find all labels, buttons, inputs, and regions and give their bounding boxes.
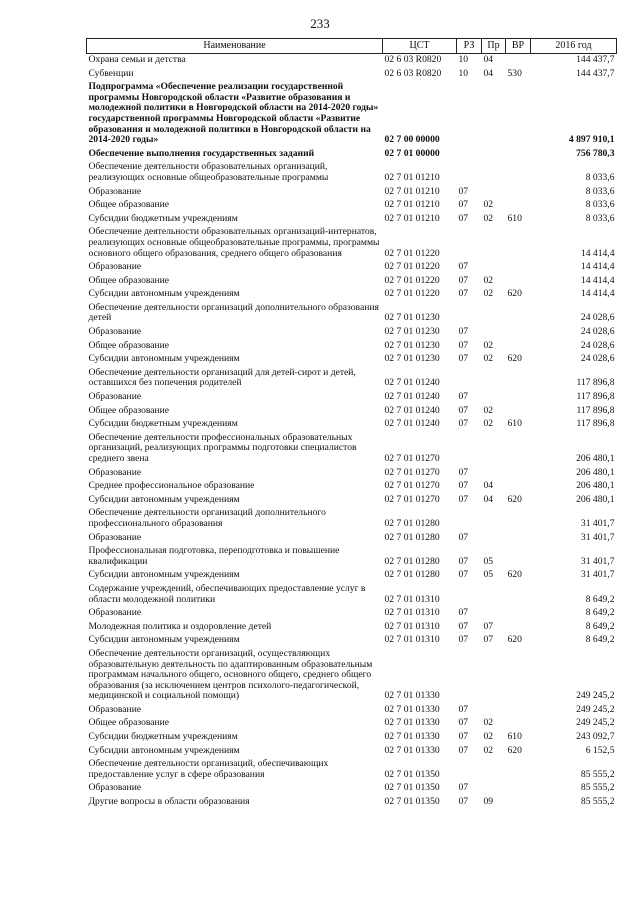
name-cell: Обеспечение деятельности организаций дополнительного образования детей [88,301,379,324]
pr-cell [482,391,506,405]
table-row [87,432,617,467]
vr-cell: 620 [507,353,522,365]
vr-cell [506,367,531,391]
cst-cell: 02 7 00 00000 [384,134,440,146]
sum-cell: 31 401,7 [580,531,615,543]
name-cell: Обеспечение деятельности организаций дополнительного профессионального образования [88,507,326,529]
rz-cell: 07 [458,199,469,211]
cst-cell: 02 7 01 01230 [384,339,440,351]
sum-cell: 24 028,6 [580,326,615,338]
vr-cell [506,405,531,419]
cst-cell: 02 7 01 01350 [384,768,440,780]
rz-cell: 07 [458,339,469,351]
table-row [87,68,617,82]
sum-cell: 249 245,2 [576,703,615,715]
rz-cell: 07 [458,480,469,492]
table-row [87,302,617,326]
cst-cell: 02 6 03 R0820 [384,67,442,79]
name-cell: Субсидии автономным учреждениям [88,353,240,365]
sum-cell: 14 414,4 [580,274,615,286]
rz-cell: 07 [458,744,469,756]
name-cell: Профессиональная подготовка, переподготовка и повышение квалификации [88,545,340,567]
rz-cell: 07 [458,703,469,715]
vr-cell [506,796,531,810]
vr-cell: 620 [507,744,522,756]
header-pr: Пр [482,39,506,54]
name-cell: Образование [88,466,142,478]
table-row [87,532,617,546]
header-row [87,39,617,54]
sum-cell: 14 414,4 [580,247,615,259]
pr-cell [482,758,506,782]
name-cell: Обеспечение деятельности профессиональных образовательных организаций, реализующих программы подготовки специалистов среднего звена [88,431,357,464]
cst-cell: 02 7 01 01220 [384,261,440,273]
name-cell: Среднее профессиональное образование [88,480,255,492]
rz-cell [457,161,482,185]
vr-cell [506,161,531,185]
cst-cell: 02 7 01 01240 [384,418,440,430]
sum-cell: 14 414,4 [580,288,615,300]
pr-cell: 02 [483,418,494,430]
name-cell: Содержание учреждений, обеспечивающих предоставление услуг в области молодежной политики [88,582,366,605]
cst-cell: 02 7 01 01230 [384,353,440,365]
rz-cell [457,648,482,704]
pr-cell: 02 [483,212,494,224]
rz-cell [457,367,482,391]
table-row [87,467,617,481]
name-cell: Образование [88,531,142,543]
cst-cell: 02 7 01 01310 [384,620,440,632]
pr-cell: 02 [483,288,494,300]
name-cell: Субсидии автономным учреждениям [88,634,240,646]
rz-cell [457,148,482,162]
vr-cell: 620 [507,493,522,505]
sum-cell: 249 245,2 [576,717,615,729]
pr-cell [482,161,506,185]
name-cell: Образование [88,185,142,197]
name-cell: Образование [88,607,142,619]
rz-cell: 07 [458,404,469,416]
rz-cell: 07 [458,531,469,543]
pr-cell: 09 [483,796,494,808]
vr-cell [506,507,531,531]
rz-cell: 07 [458,731,469,743]
pr-cell [482,532,506,546]
name-cell: Общее образование [88,404,170,416]
sum-cell: 85 555,2 [580,782,615,794]
table-row [87,634,617,648]
sum-cell: 8 649,2 [585,634,615,646]
table-row [87,494,617,508]
name-cell: Образование [88,261,142,273]
rz-cell: 07 [458,466,469,478]
rz-cell: 10 [458,67,469,79]
rz-cell [457,758,482,782]
table-row [87,161,617,185]
pr-cell: 04 [483,493,494,505]
table-body [87,54,617,810]
sum-cell: 144 437,7 [576,54,615,65]
cst-cell: 02 7 01 01210 [384,212,440,224]
vr-cell [506,261,531,275]
table-row [87,81,617,148]
table-row [87,704,617,718]
name-cell: Субсидии бюджетным учреждениям [88,418,238,430]
sum-cell: 4 897 910,1 [568,134,615,146]
table-row [87,288,617,302]
vr-cell: 610 [507,418,522,430]
table-row [87,261,617,275]
name-cell: Образование [88,326,142,338]
name-cell: Образование [88,782,142,794]
pr-cell: 04 [483,67,494,79]
pr-cell [482,226,506,261]
header-rz: РЗ [457,39,482,54]
rz-cell: 07 [458,185,469,197]
name-cell: Образование [88,391,142,403]
pr-cell [482,467,506,481]
cst-cell: 02 7 01 01350 [384,782,440,794]
cst-cell: 02 7 01 01330 [384,703,440,715]
sum-cell: 117 896,8 [576,404,615,416]
name-cell: Субсидии автономным учреждениям [88,288,240,300]
name-cell: Обеспечение деятельности организаций, обеспечивающих предоставление услуг в сфере образования [88,758,329,780]
vr-cell: 610 [507,212,522,224]
rz-cell [457,507,482,531]
name-cell: Общее образование [88,199,170,211]
pr-cell [482,326,506,340]
table-row [87,621,617,635]
sum-cell: 206 480,1 [576,453,615,464]
name-cell: Субсидии автономным учреждениям [88,744,240,756]
pr-cell: 02 [483,717,494,729]
header-cst: ЦСТ [383,39,457,54]
cst-cell: 02 7 01 01270 [384,453,440,464]
rz-cell: 07 [458,607,469,619]
sum-cell: 24 028,6 [580,353,615,365]
cst-cell: 02 7 01 01210 [384,199,440,211]
table-row [87,782,617,796]
cst-cell: 02 7 01 01270 [384,480,440,492]
cst-cell: 02 7 01 01230 [384,312,440,324]
table-row [87,569,617,583]
vr-cell: 530 [507,67,522,79]
name-cell: Общее образование [88,339,170,351]
table-row [87,796,617,810]
rz-cell: 10 [458,54,469,65]
pr-cell [482,607,506,621]
cst-cell: 02 6 03 R0820 [384,54,442,65]
vr-cell [506,148,531,162]
vr-cell [506,391,531,405]
sum-cell: 144 437,7 [576,67,615,79]
rz-cell: 07 [458,391,469,403]
vr-cell [506,302,531,326]
cst-cell: 02 7 01 01330 [384,744,440,756]
table-row [87,199,617,213]
cst-cell: 02 7 01 01310 [384,607,440,619]
rz-cell [457,432,482,467]
table-header [87,39,617,54]
pr-cell: 02 [483,353,494,365]
vr-cell [506,621,531,635]
pr-cell: 05 [483,569,494,581]
rz-cell: 07 [458,717,469,729]
name-cell: Обеспечение выполнения государственных заданий [88,147,315,159]
sum-cell: 8 033,6 [585,212,615,224]
pr-cell: 07 [483,620,494,632]
vr-cell [506,583,531,607]
cst-cell: 02 7 01 01210 [384,185,440,197]
pr-cell [482,302,506,326]
pr-cell: 02 [483,744,494,756]
cst-cell: 02 7 01 01220 [384,274,440,286]
rz-cell: 07 [458,634,469,646]
table-row [87,367,617,391]
cst-cell: 02 7 01 01270 [384,466,440,478]
cst-cell: 02 7 01 01310 [384,593,440,605]
pr-cell [482,261,506,275]
name-cell: Общее образование [88,274,170,286]
cst-cell: 02 7 01 01330 [384,690,440,702]
rz-cell [457,302,482,326]
pr-cell: 02 [483,404,494,416]
sum-cell: 206 480,1 [576,466,615,478]
sum-cell: 31 401,7 [580,555,615,567]
vr-cell [506,545,531,569]
pr-cell [482,507,506,531]
vr-cell [506,340,531,354]
pr-cell [482,186,506,200]
table-row [87,405,617,419]
cst-cell: 02 7 01 01220 [384,247,440,259]
table-row [87,418,617,432]
name-cell: Образование [88,703,142,715]
rz-cell: 07 [458,620,469,632]
table-row [87,480,617,494]
vr-cell [506,758,531,782]
rz-cell: 07 [458,261,469,273]
vr-cell: 620 [507,288,522,300]
sum-cell: 85 555,2 [580,796,615,808]
table-row [87,391,617,405]
cst-cell: 02 7 01 01240 [384,404,440,416]
pr-cell [482,704,506,718]
sum-cell: 8 649,2 [585,607,615,619]
cst-cell: 02 7 01 01240 [384,391,440,403]
page-number: 233 [310,16,330,31]
table-row [87,326,617,340]
sum-cell: 117 896,8 [576,391,615,403]
table-row [87,545,617,569]
sum-cell: 24 028,6 [580,312,615,324]
vr-cell [506,717,531,731]
sum-cell: 249 245,2 [576,690,615,702]
rz-cell: 07 [458,353,469,365]
vr-cell [506,607,531,621]
header-sum: 2016 год [531,39,617,54]
sum-cell: 8 033,6 [585,199,615,211]
cst-cell: 02 7 01 01280 [384,517,440,529]
sum-cell: 31 401,7 [580,569,615,581]
pr-cell: 07 [483,634,494,646]
name-cell: Общее образование [88,717,170,729]
name-cell: Субсидии бюджетным учреждениям [88,212,238,224]
pr-cell [482,583,506,607]
table-row [87,213,617,227]
cst-cell: 02 7 01 01270 [384,493,440,505]
vr-cell [506,275,531,289]
vr-cell [506,81,531,148]
rz-cell: 07 [458,418,469,430]
table-row [87,758,617,782]
rz-cell: 07 [458,555,469,567]
sum-cell: 8 649,2 [585,620,615,632]
pr-cell [482,432,506,467]
table-row [87,148,617,162]
sum-cell: 206 480,1 [576,480,615,492]
cst-cell: 02 7 01 01220 [384,288,440,300]
cst-cell: 02 7 01 01240 [384,377,440,389]
rz-cell [457,81,482,148]
table-row [87,54,617,68]
rz-cell: 07 [458,212,469,224]
cst-cell: 02 7 01 01280 [384,531,440,543]
name-cell: Обеспечение деятельности образовательных организаций-интернатов, реализующих основные общеобразовательные программы, программы основного общего образования, среднего общего образования [88,226,380,259]
cst-cell: 02 7 01 01350 [384,796,440,808]
vr-cell [506,648,531,704]
sum-cell: 31 401,7 [580,517,615,529]
sum-cell: 6 152,5 [585,744,615,756]
table-row [87,607,617,621]
name-cell: Другие вопросы в области образования [88,796,250,808]
pr-cell [482,81,506,148]
sum-cell: 243 092,7 [576,731,615,743]
sum-cell: 117 896,8 [576,418,615,430]
rz-cell: 07 [458,796,469,808]
table-row [87,717,617,731]
rz-cell: 07 [458,274,469,286]
vr-cell [506,432,531,467]
cst-cell: 02 7 01 01280 [384,569,440,581]
vr-cell [506,54,531,68]
vr-cell: 620 [507,569,522,581]
vr-cell [506,199,531,213]
header-name: Наименование [87,39,383,54]
vr-cell [506,532,531,546]
table-row [87,745,617,759]
pr-cell: 05 [483,555,494,567]
sum-cell: 8 033,6 [585,185,615,197]
table-row [87,507,617,531]
pr-cell: 02 [483,274,494,286]
vr-cell [506,782,531,796]
table-row [87,340,617,354]
vr-cell [506,467,531,481]
vr-cell: 610 [507,731,522,743]
pr-cell [482,148,506,162]
table-row [87,275,617,289]
pr-cell [482,782,506,796]
name-cell: Обеспечение деятельности организаций, осуществляющих образовательную деятельность по адаптированным образовательным программам начального общего, основного общего, среднего общего образования (за исключением центров психолого-педагогической, медицинской и социальной помощи) [88,647,373,702]
cst-cell: 02 7 01 01230 [384,326,440,338]
cst-cell: 02 7 01 01280 [384,555,440,567]
sum-cell: 756 780,3 [576,147,615,159]
sum-cell: 24 028,6 [580,339,615,351]
sum-cell: 8 033,6 [585,171,615,183]
cst-cell: 02 7 01 01330 [384,717,440,729]
pr-cell: 02 [483,731,494,743]
vr-cell [506,186,531,200]
pr-cell: 02 [483,339,494,351]
budget-table [86,38,617,810]
rz-cell: 07 [458,782,469,794]
table-row [87,731,617,745]
table-row [87,583,617,607]
sum-cell: 14 414,4 [580,261,615,273]
name-cell: Обеспечение деятельности организаций для детей-сирот и детей, оставшихся без попечения родителей [88,366,356,389]
vr-cell: 620 [507,634,522,646]
rz-cell [457,226,482,261]
pr-cell: 04 [483,54,494,65]
vr-cell [506,326,531,340]
pr-cell [482,648,506,704]
name-cell: Субсидии автономным учреждениям [88,569,240,581]
rz-cell: 07 [458,288,469,300]
header-vr: ВР [506,39,531,54]
vr-cell [506,704,531,718]
table-row [87,648,617,704]
name-cell: Субсидии автономным учреждениям [88,493,240,505]
sum-cell: 206 480,1 [576,493,615,505]
rz-cell: 07 [458,569,469,581]
table-row [87,226,617,261]
name-cell: Обеспечение деятельности образовательных организаций, реализующих основные общеобразовательные программы [88,161,329,183]
pr-cell [482,367,506,391]
rz-cell: 07 [458,493,469,505]
sum-cell: 117 896,8 [576,377,615,389]
cst-cell: 02 7 01 01210 [384,171,440,183]
cst-cell: 02 7 01 01330 [384,731,440,743]
name-cell: Субвенции [88,67,134,79]
name-cell: Молодежная политика и оздоровление детей [88,620,272,632]
pr-cell: 04 [483,480,494,492]
rz-cell [457,583,482,607]
name-cell: Охрана семьи и детства [88,54,186,65]
table-row [87,186,617,200]
name-cell: Подпрограмма «Обеспечение реализации государственной программы Новгородской области «Развитие образования и молодежной политики в Новгородской области на 2014-2020 годы» государственной программы Новгородской области «Развитие образования и молодежной политики в Новгородской области на 2014-2020 годы» [88,81,379,146]
cst-cell: 02 7 01 00000 [384,147,440,159]
sum-cell: 85 555,2 [580,768,615,780]
rz-cell: 07 [458,326,469,338]
pr-cell: 02 [483,199,494,211]
vr-cell [506,226,531,261]
vr-cell [506,480,531,494]
cst-cell: 02 7 01 01310 [384,634,440,646]
table-row [87,353,617,367]
name-cell: Субсидии бюджетным учреждениям [88,731,238,743]
sum-cell: 8 649,2 [585,593,615,605]
